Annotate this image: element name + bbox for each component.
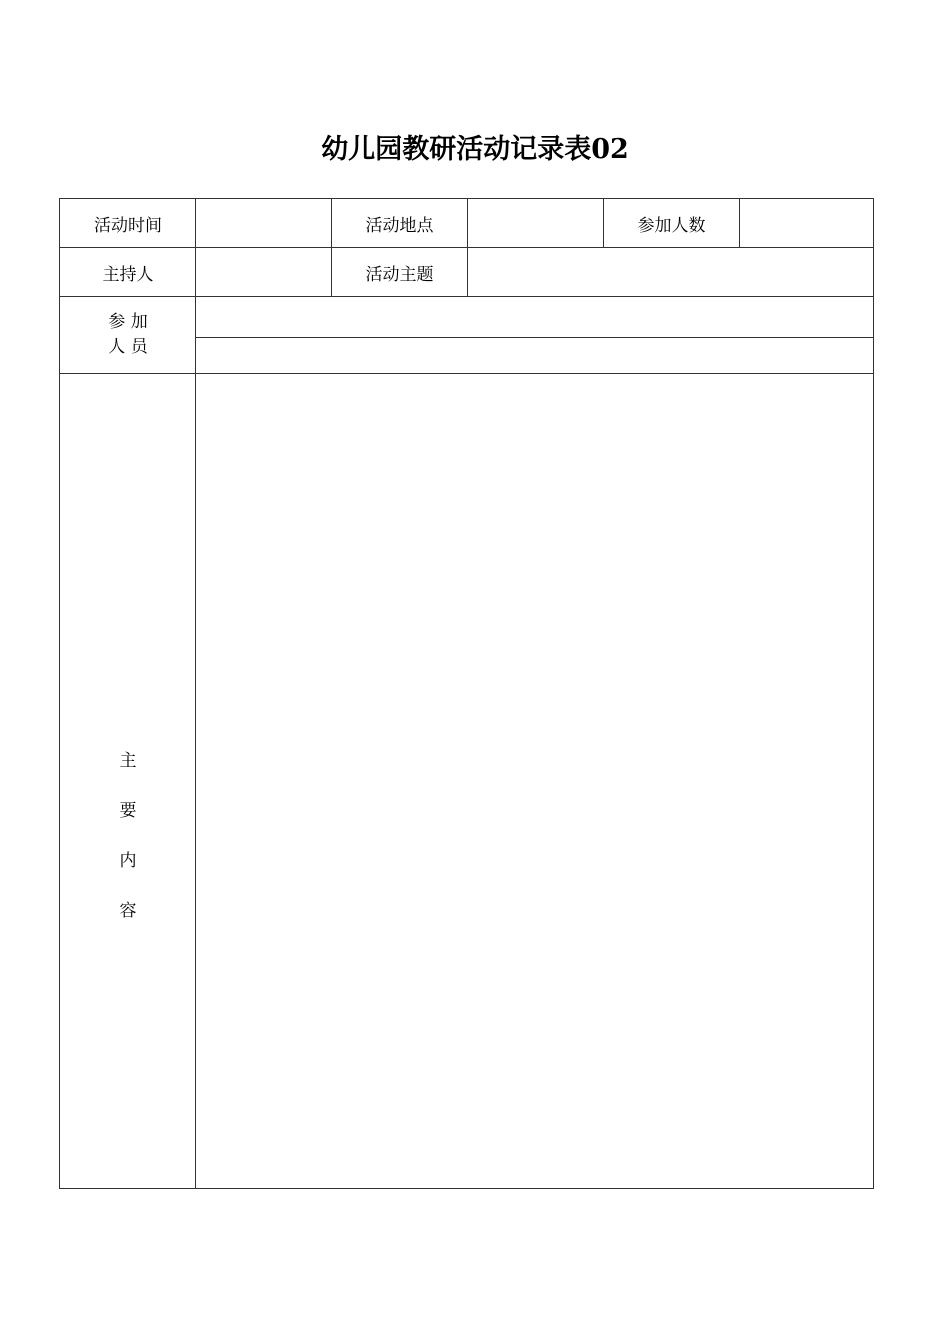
participant-count-field[interactable] bbox=[740, 199, 873, 247]
host-label-text: 主持人 bbox=[102, 264, 154, 285]
main-content-label bbox=[60, 374, 196, 1188]
participants-label-line1: 参 加 bbox=[108, 312, 148, 332]
main-content-label-stack bbox=[120, 736, 137, 936]
activity-theme-field[interactable] bbox=[468, 248, 873, 296]
activity-time-label bbox=[60, 199, 196, 247]
activity-place-field[interactable] bbox=[468, 199, 603, 247]
main-content-label-char-3: 内 bbox=[119, 851, 137, 871]
participants-label-stack bbox=[108, 310, 147, 360]
participants-label-line2: 人 员 bbox=[108, 337, 148, 357]
activity-theme-label bbox=[332, 248, 467, 296]
activity-time-field[interactable] bbox=[196, 199, 331, 247]
activity-place-label bbox=[332, 199, 467, 247]
activity-time-label-text: 活动时间 bbox=[94, 215, 162, 236]
page-title: 幼儿园教研活动记录表02 bbox=[321, 134, 629, 165]
main-content-field[interactable] bbox=[196, 374, 873, 1188]
participant-count-label-text: 参加人数 bbox=[637, 215, 706, 236]
participants-field-line1[interactable] bbox=[196, 297, 873, 337]
main-content-label-char-4: 容 bbox=[119, 901, 137, 921]
participants-field-line2[interactable] bbox=[196, 338, 873, 373]
main-content-label-char-1: 主 bbox=[119, 751, 137, 771]
main-content-label-char-2: 要 bbox=[119, 801, 137, 821]
activity-theme-label-text: 活动主题 bbox=[365, 264, 434, 285]
activity-place-label-text: 活动地点 bbox=[365, 215, 434, 236]
participants-label bbox=[60, 297, 196, 373]
host-label bbox=[60, 248, 196, 296]
host-field[interactable] bbox=[196, 248, 331, 296]
participant-count-label bbox=[604, 199, 739, 247]
activity-record-form bbox=[59, 198, 874, 1189]
